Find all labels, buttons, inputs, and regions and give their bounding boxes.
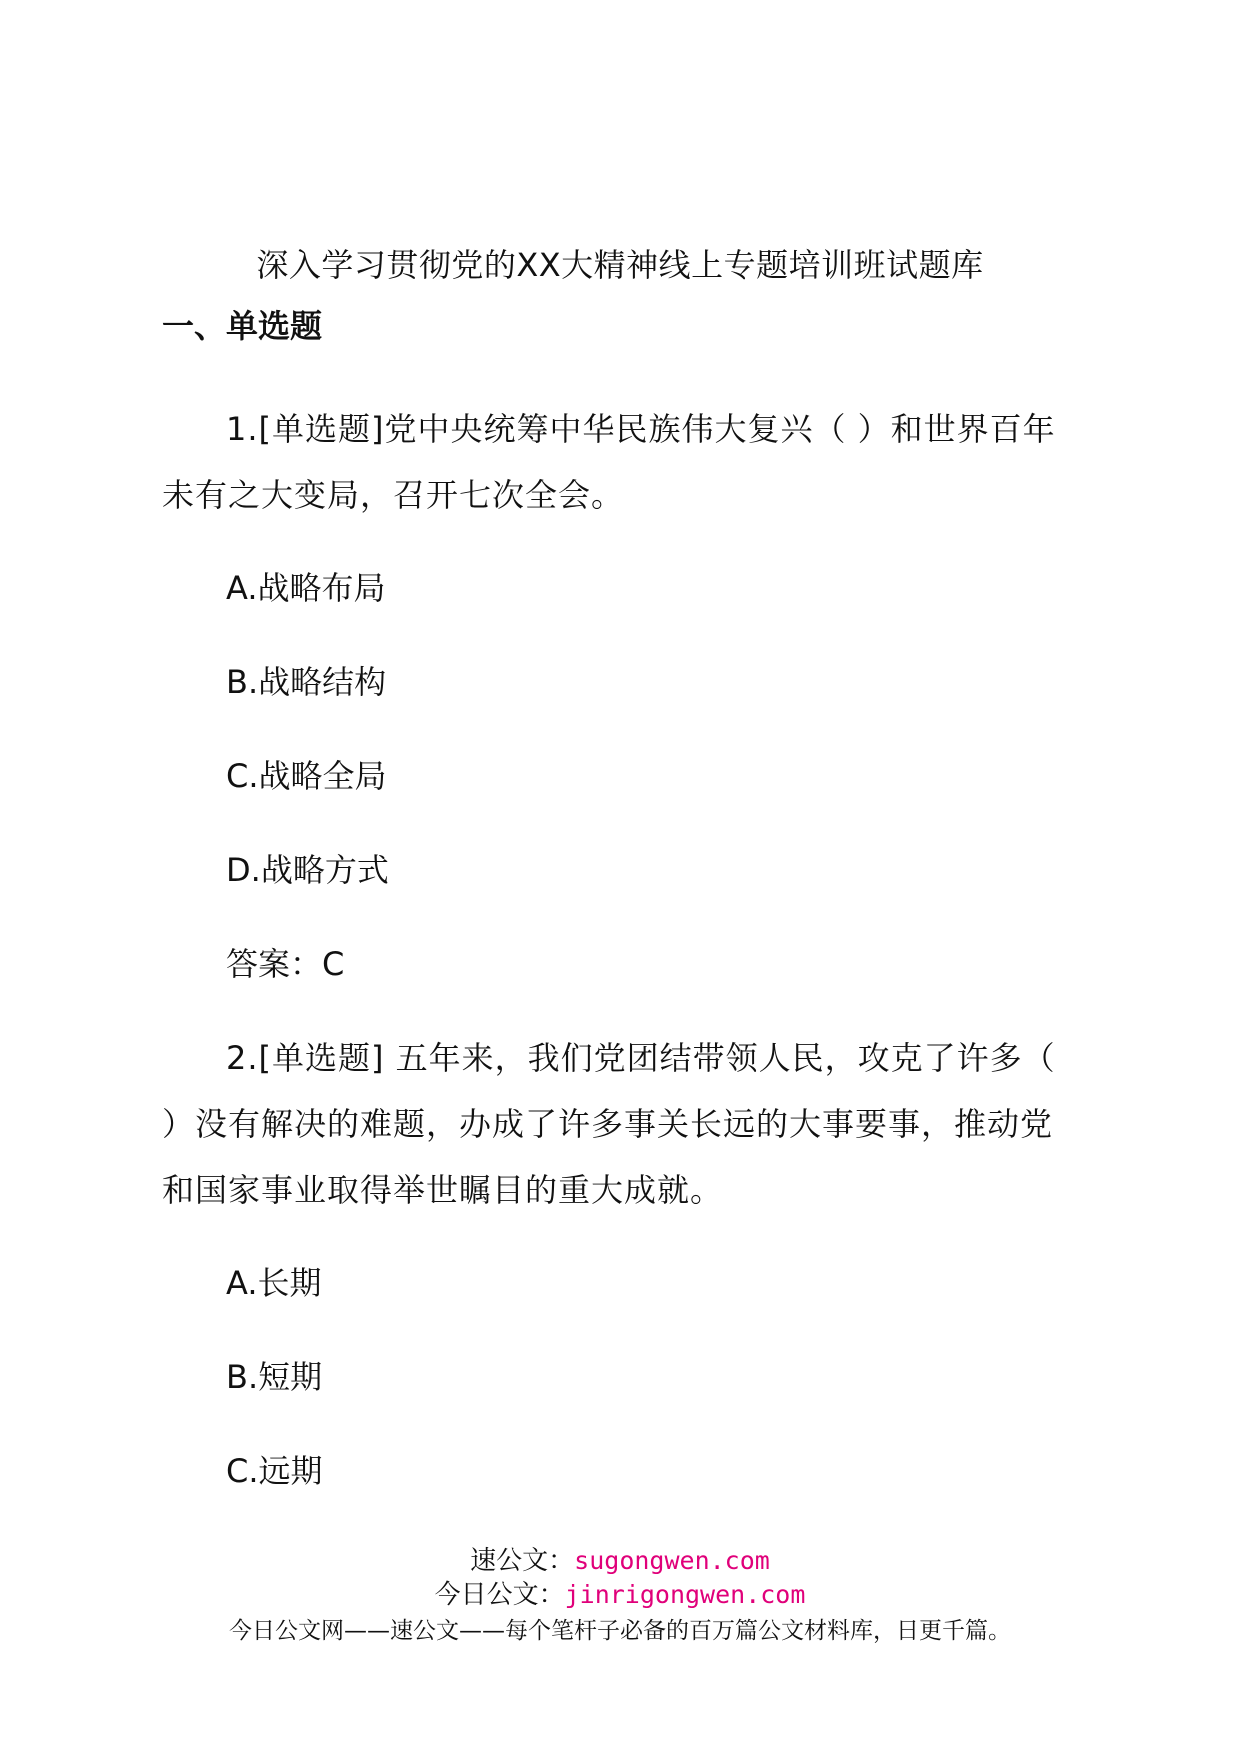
site-link[interactable]: sugongwen.com	[574, 1546, 770, 1575]
document-title: 深入学习贯彻党的XX大精神线上专题培训班试题库	[256, 246, 984, 284]
question-1	[162, 396, 1082, 997]
option-a: A.长期	[226, 1264, 322, 1302]
option-b: B.战略结构	[226, 663, 387, 701]
question-stem: 1.[单选题]党中央统筹中华民族伟大复兴（ ）和世界百年未有之大变局，召开七次全会。	[162, 410, 1056, 514]
option-c: C.远期	[226, 1452, 323, 1490]
answer: 答案：C	[226, 945, 345, 983]
footer-line-jinrigongwen	[0, 1578, 1240, 1612]
site-link[interactable]: jinrigongwen.com	[564, 1580, 806, 1609]
question-2	[162, 1025, 1082, 1504]
question-stem: 2.[单选题] 五年来，我们党团结带领人民，攻克了许多（ ）没有解决的难题，办成了许多事关长远的大事要事，推动党和国家事业取得举世瞩目的重大成就。	[162, 1039, 1056, 1209]
question-list	[162, 396, 1082, 1532]
footer-line-sugongwen	[0, 1544, 1240, 1578]
site-name: 今日公文：	[434, 1580, 565, 1610]
section-heading: 一、单选题	[162, 307, 323, 345]
option-d: D.战略方式	[226, 851, 389, 889]
site-name: 速公文：	[470, 1546, 575, 1576]
option-a: A.战略布局	[226, 569, 386, 607]
option-c: C.战略全局	[226, 757, 387, 795]
footer	[0, 1544, 1240, 1648]
option-b: B.短期	[226, 1358, 323, 1396]
footer-tagline: 今日公文网——速公文——每个笔杆子必备的百万篇公文材料库，日更千篇。	[229, 1618, 1011, 1644]
